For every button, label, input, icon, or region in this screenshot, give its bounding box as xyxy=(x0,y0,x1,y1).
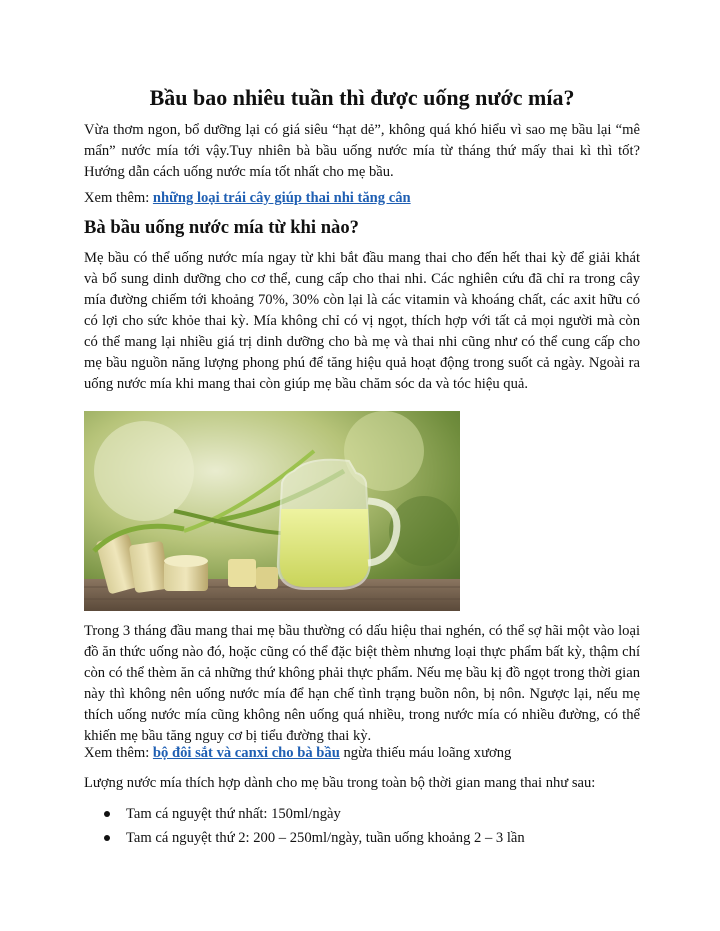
list-item-text: Tam cá nguyệt thứ nhất: 150ml/ngày xyxy=(126,806,341,822)
see-more-suffix: ngừa thiếu máu loãng xương xyxy=(339,745,512,761)
body-paragraph-4: Lượng nước mía thích hợp dành cho mẹ bầu trong toàn bộ thời gian mang thai như sau: xyxy=(84,775,596,791)
intro-paragraph: Vừa thơm ngon, bổ dưỡng lại có giá siêu “hạt dẻ”, không quá khó hiểu vì sao mẹ bầu lại “mê mẩn” nước mía tới vậy.Tuy nhiên bà bầu uống nước mía từ tháng thứ mấy thai kì thì tốt? Hướng dẫn cách uống nước mía tốt nhất cho mẹ bầu. xyxy=(84,122,640,180)
see-more-line-2 xyxy=(84,743,640,764)
list-item xyxy=(84,826,640,850)
see-more-line-1 xyxy=(84,188,640,209)
bullet-icon xyxy=(104,835,110,841)
fruit-article-link[interactable]: những loại trái cây giúp thai nhi tăng cân xyxy=(152,190,411,206)
sugarcane-juice-photo xyxy=(84,411,460,611)
body-paragraph-3: Trong 3 tháng đầu mang thai mẹ bầu thường có dấu hiệu thai nghén, có thể sợ hãi một vào loại đồ ăn thức uống nào đó, hoặc cũng có thể đặc biệt thèm nhưng loại thực phẩm bất kỳ, thậm chí còn có thể thèm ăn cả những thứ không phải thực phẩm. Nếu mẹ bầu kị đồ ngọt trong thời gian này thì không nên uống nước mía để hạn chế tình trạng buồn nôn, bị nôn. Ngược lại, nếu mẹ thích uống nước mía cũng không nên uống quá nhiều, trong nước mía có nhiều đường, có thể khiến mẹ bầu tăng nguy cơ bị tiểu đường thai kỳ. xyxy=(84,623,640,744)
page-title: Bầu bao nhiêu tuần thì được uống nước mía? xyxy=(149,85,575,110)
bullet-icon xyxy=(104,811,110,817)
dosage-list xyxy=(84,802,640,850)
body-paragraph-2: Mẹ bầu có thể uống nước mía ngay từ khi bắt đầu mang thai cho đến hết thai kỳ để giải khát và bổ sung dinh dưỡng cho cơ thể, cung cấp cho thai nhi. Các nghiên cứu đã chỉ ra trong cây mía đường chiếm tới khoảng 70%, 30% còn lại là các vitamin và khoáng chất, các axit hữu có có lợi cho sức khỏe thai kỳ. Mía không chỉ có vị ngọt, thích hợp với tất cả mọi người mà còn có thể mang lại nhiều giá trị dinh dưỡng cho bà mẹ và thai nhi cũng như có thể cung cấp cho mẹ bầu nguồn năng lượng phong phú để tăng hiệu quả hoạt động trong suốt cả ngày. Ngoài ra uống nước mía khi mang thai còn giúp mẹ bầu chăm sóc da và tóc hiệu quả. xyxy=(84,250,640,392)
see-more-prefix: Xem thêm: xyxy=(84,190,153,206)
see-more-prefix: Xem thêm: xyxy=(84,745,153,761)
list-item-text: Tam cá nguyệt thứ 2: 200 – 250ml/ngày, tuần uống khoảng 2 – 3 lần xyxy=(126,830,525,846)
iron-calcium-link[interactable]: bộ đôi sắt và canxi cho bà bầu xyxy=(152,745,340,761)
section-heading: Bà bầu uống nước mía từ khi nào? xyxy=(84,217,359,238)
list-item xyxy=(84,802,640,826)
